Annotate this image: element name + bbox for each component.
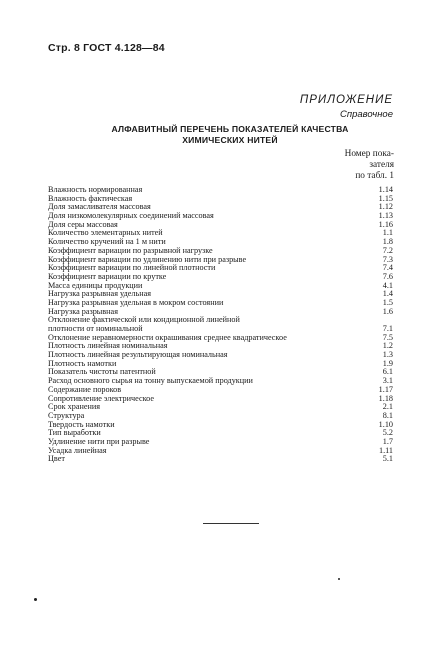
item-number: 1.7: [382, 436, 393, 446]
item-number: 3.1: [382, 376, 393, 386]
item-name: Коэффициент вариации по крутке: [48, 271, 167, 281]
column-header-line3: по табл. 1: [355, 171, 394, 181]
item-number: 1.15: [378, 193, 393, 203]
appendix-title: ПРИЛОЖЕНИЕ: [299, 94, 393, 106]
item-name: Коэффициент вариации по удлинению нити при разрыве: [48, 254, 247, 264]
item-number: 1.16: [378, 219, 393, 229]
item-name: Плотность линейная результирующая номинальная: [48, 350, 228, 360]
item-number: 1.17: [378, 384, 393, 394]
document-title-line2: ХИМИЧЕСКИХ НИТЕЙ: [182, 135, 278, 145]
item-number: 1.13: [378, 211, 393, 221]
item-name: Цвет: [48, 454, 65, 464]
item-name: Отклонение неравномерности окрашивания среднее квадратическое: [48, 332, 287, 342]
item-name: Срок хранения: [48, 402, 101, 412]
item-number: 1.4: [382, 289, 393, 299]
column-header-line1: Номер пока-: [344, 149, 394, 159]
item-name: Усадка линейная: [48, 445, 107, 455]
item-name: Расход основного сырья на тонну выпускаемой продукции: [48, 376, 253, 386]
list-item: [48, 447, 393, 456]
list-item: [48, 316, 393, 333]
item-number: 1.10: [378, 419, 393, 429]
item-number: 7.2: [382, 245, 393, 255]
item-number: 1.1: [382, 228, 393, 238]
item-name: Влажность нормированная: [48, 185, 143, 194]
page-header: Стр. 8 ГОСТ 4.128—84: [48, 42, 165, 54]
list-item: [48, 455, 393, 464]
item-name: Плотность линейная номинальная: [48, 341, 168, 351]
item-name: Доля низкомолекулярных соединений массовая: [48, 211, 214, 221]
item-number: 1.8: [382, 237, 393, 247]
scan-speck: [34, 598, 37, 601]
item-number: 7.4: [382, 263, 393, 273]
item-name: Доля серы массовая: [48, 219, 118, 229]
item-name: Показатель чистоты патентной: [48, 367, 156, 377]
item-name: Доля замасливателя массовая: [48, 202, 151, 212]
item-number: 1.12: [378, 202, 393, 212]
item-number: 1.14: [378, 185, 393, 194]
item-name: Структура: [48, 410, 85, 420]
item-name: Нагрузка разрывная удельная: [48, 289, 151, 299]
item-name: Коэффициент вариации по разрывной нагрузке: [48, 245, 213, 255]
scan-speck: [338, 578, 340, 580]
item-number: 5.1: [382, 454, 393, 464]
end-rule: [203, 523, 259, 524]
item-name: Нагрузка разрывная: [48, 306, 118, 316]
item-number: 1.18: [378, 393, 393, 403]
item-name-continuation: плотности от номинальной: [48, 324, 143, 333]
item-number: 2.1: [382, 402, 393, 412]
document-title-line1: АЛФАВИТНЫЙ ПЕРЕЧЕНЬ ПОКАЗАТЕЛЕЙ КАЧЕСТВА: [111, 124, 349, 134]
document-title: [60, 124, 400, 146]
item-name: Нагрузка разрывная удельная в мокром состоянии: [48, 297, 224, 307]
item-name: Влажность фактическая: [48, 193, 133, 203]
item-name: Количество элементарных нитей: [48, 228, 163, 238]
item-name: Количество кручений на 1 м нити: [48, 237, 166, 247]
item-name: Тип выработки: [48, 428, 101, 438]
index-list: [48, 186, 393, 464]
item-number: 7.5: [382, 332, 393, 342]
column-header-line2: зателя: [369, 160, 394, 170]
item-number: 1.9: [382, 358, 393, 368]
appendix-subtitle: Справочное: [340, 109, 393, 120]
item-number: 1.2: [382, 341, 393, 351]
item-number: 1.5: [382, 297, 393, 307]
item-number: 7.6: [382, 271, 393, 281]
item-name: Удлинение нити при разрыве: [48, 436, 150, 446]
item-number: 1.3: [382, 350, 393, 360]
item-number: 8.1: [382, 410, 393, 420]
item-name: Твердость намотки: [48, 419, 115, 429]
list-item: [48, 403, 393, 412]
item-number: 7.3: [382, 254, 393, 264]
item-name: Сопротивление электрическое: [48, 393, 154, 403]
column-header: [314, 149, 394, 182]
item-number: 7.1: [382, 324, 393, 333]
item-number: 4.1: [382, 280, 393, 290]
item-number: 5.2: [382, 428, 393, 438]
item-number: 6.1: [382, 367, 393, 377]
item-name: Содержание пороков: [48, 384, 122, 394]
item-name: Плотность намотки: [48, 358, 117, 368]
item-name: Коэффициент вариации по линейной плотности: [48, 263, 216, 273]
item-number: 1.6: [382, 306, 393, 316]
item-number: 1.11: [378, 445, 393, 455]
item-name: Отклонение фактической или кондиционной линейной: [48, 315, 240, 325]
item-name: Масса единицы продукции: [48, 280, 143, 290]
